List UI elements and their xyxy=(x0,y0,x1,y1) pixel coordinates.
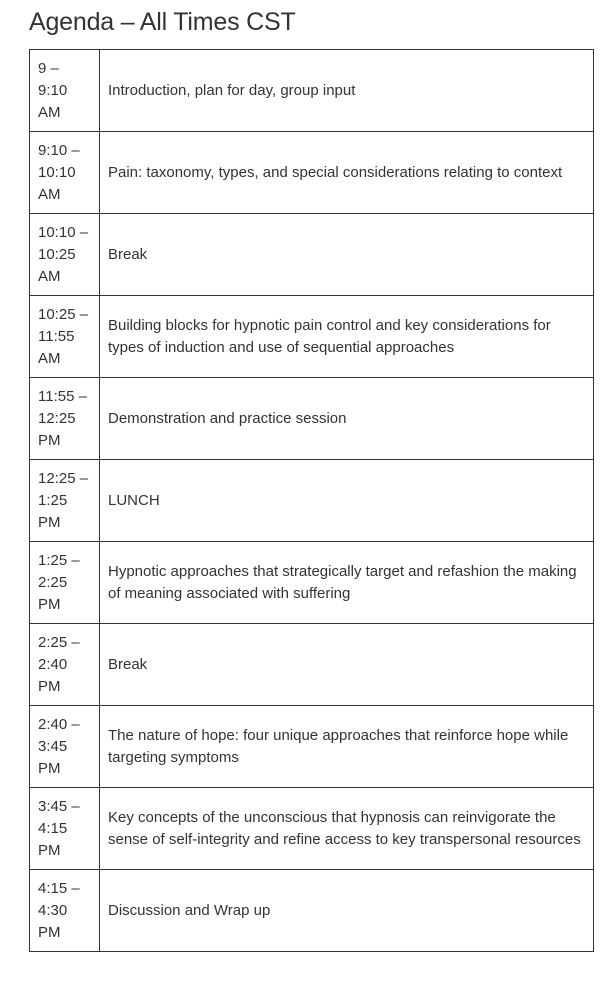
agenda-time-line: 10:10 – xyxy=(38,223,89,241)
agenda-row xyxy=(30,870,594,952)
agenda-time-line: 10:10 xyxy=(38,163,76,181)
agenda-time-line: 12:25 xyxy=(38,409,76,427)
agenda-time-line: 2:40 xyxy=(38,655,68,673)
agenda-time-line: 4:15 xyxy=(38,819,68,837)
agenda-time xyxy=(30,624,100,706)
agenda-time-line: 4:30 xyxy=(38,901,68,919)
agenda-description: The nature of hope: four unique approaches that reinforce hope while targeting symptoms xyxy=(100,706,594,788)
agenda-time xyxy=(30,706,100,788)
agenda-time xyxy=(30,870,100,952)
agenda-row xyxy=(30,624,594,706)
agenda-time-line: 2:25 – xyxy=(38,633,80,651)
agenda-row xyxy=(30,378,594,460)
agenda-description: Discussion and Wrap up xyxy=(100,870,594,952)
agenda-row xyxy=(30,296,594,378)
agenda-row xyxy=(30,542,594,624)
agenda-time-line: AM xyxy=(38,349,61,367)
agenda-description: Break xyxy=(100,624,594,706)
agenda-row xyxy=(30,706,594,788)
agenda-time xyxy=(30,542,100,624)
agenda-time-line: 3:45 xyxy=(38,737,68,755)
agenda-time-line: 2:25 xyxy=(38,573,68,591)
agenda-time-line: 11:55 – xyxy=(38,387,87,405)
agenda-time-line: PM xyxy=(38,759,61,777)
agenda-description: Break xyxy=(100,214,594,296)
agenda-time-line: 9:10 xyxy=(38,81,68,99)
agenda-time-line: PM xyxy=(38,513,61,531)
agenda-time-line: 1:25 xyxy=(38,491,68,509)
agenda-time-line: 9:10 – xyxy=(38,141,80,159)
agenda-time-line: AM xyxy=(38,185,61,203)
agenda-time-line: AM xyxy=(38,267,61,285)
page-title: Agenda – All Times CST xyxy=(29,8,296,36)
agenda-time-line: 3:45 – xyxy=(38,797,80,815)
agenda-time-line: PM xyxy=(38,595,61,613)
agenda-time-line: PM xyxy=(38,923,61,941)
agenda-time-line: 10:25 xyxy=(38,245,76,263)
agenda-time-line: 4:15 – xyxy=(38,879,80,897)
agenda-time xyxy=(30,214,100,296)
agenda-description: LUNCH xyxy=(100,460,594,542)
agenda-time-line: 1:25 – xyxy=(38,551,80,569)
agenda-description: Building blocks for hypnotic pain control and key considerations for types of induction and use of sequential approaches xyxy=(100,296,594,378)
agenda-time xyxy=(30,50,100,132)
agenda-row xyxy=(30,788,594,870)
agenda-description: Introduction, plan for day, group input xyxy=(100,50,594,132)
agenda-time xyxy=(30,378,100,460)
agenda-description: Pain: taxonomy, types, and special considerations relating to context xyxy=(100,132,594,214)
agenda-time-line: PM xyxy=(38,677,61,695)
agenda-time-line: PM xyxy=(38,431,61,449)
agenda-time-line: PM xyxy=(38,841,61,859)
agenda-time-line: 10:25 – xyxy=(38,305,89,323)
agenda-table xyxy=(29,49,594,952)
agenda-row xyxy=(30,460,594,542)
agenda-time xyxy=(30,788,100,870)
agenda-time-line: 11:55 xyxy=(38,327,75,345)
agenda-row xyxy=(30,214,594,296)
agenda-time xyxy=(30,132,100,214)
agenda-time-line: 9 – xyxy=(38,59,59,77)
agenda-time-line: AM xyxy=(38,103,61,121)
agenda-time-line: 2:40 – xyxy=(38,715,80,733)
agenda-description: Key concepts of the unconscious that hypnosis can reinvigorate the sense of self-integrity and refine access to key transpersonal resources xyxy=(100,788,594,870)
agenda-description: Demonstration and practice session xyxy=(100,378,594,460)
agenda-description: Hypnotic approaches that strategically target and refashion the making of meaning associated with suffering xyxy=(100,542,594,624)
agenda-time-line: 12:25 – xyxy=(38,469,89,487)
agenda-row xyxy=(30,132,594,214)
agenda-row xyxy=(30,50,594,132)
agenda-time xyxy=(30,460,100,542)
agenda-time xyxy=(30,296,100,378)
